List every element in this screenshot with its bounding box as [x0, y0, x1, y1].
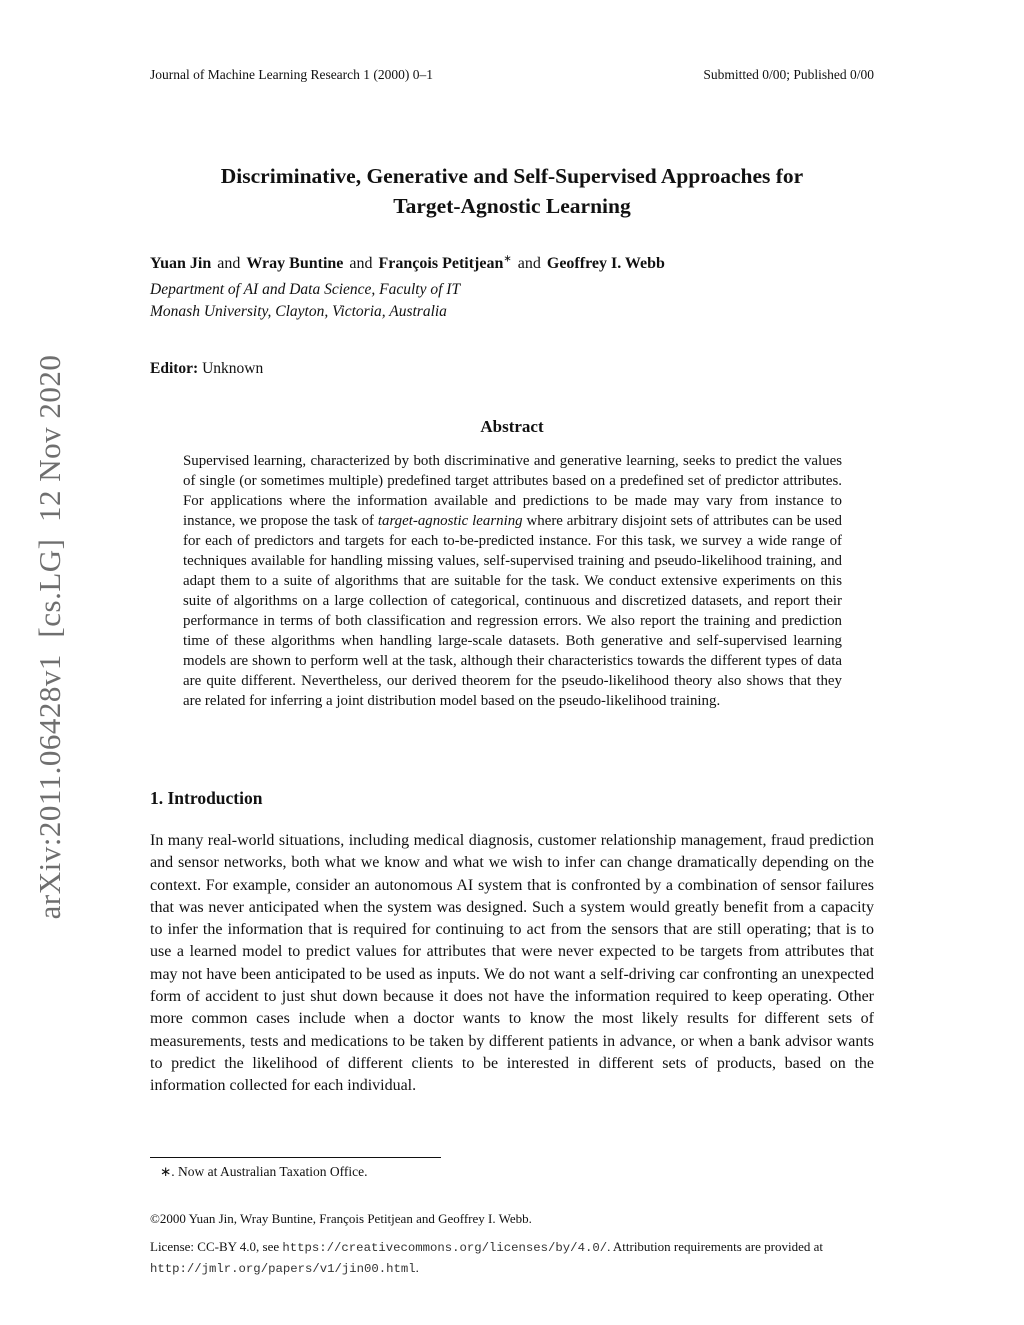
introduction-paragraph: In many real-world situations, including medical diagnosis, customer relationship management, fraud prediction and sensor networks, both what we know and what we wish to infer can change dramatically depending on the context. For example, consider an autonomous AI system that is confronted by a combination of sensor failures that was never anticipated when the system was designed. Such a system would greatly benefit from a capacity to infer the information that is required for continuing to act from the sensors that are still operating; that is to use a learned model to predict values for attributes that were never expected to be targets from attributes that may not have been anticipated to be used as inputs. We do not want a self-driving car confronting an unexpected form of accident to just shut down because it does not have the information required to keep operating. Other more common cases include when a doctor wants to know the most likely results for different sets of measurements, tests and medications to be taken by different patients in advance, or when a bank advisor wants to predict the likelihood of different clients to be interested in different sets of products, based on the information collected for each individual.	[150, 832, 874, 1095]
editor-value: Unknown	[202, 360, 264, 377]
abstract-text-before: Supervised learning, characterized by both discriminative and generative learning, seeks to predict the values of single (or sometimes multiple) predefined target attributes based on a predefined set of predictor attributes. For applications where the information available and predictions to be made may vary from instance to instance, we propose the task of	[183, 453, 842, 529]
editor-label: Editor:	[150, 360, 199, 377]
abstract-text-after: where arbitrary disjoint sets of attributes can be used for each of predictors and targets for each to-be-predicted instance. For this task, we survey a wide range of techniques available for handling missing values, self-supervised training and pseudo-likelihood training, and adapt them to a suite of algorithms that are suitable for the task. We conduct extensive experiments on this suite of algorithms on a large collection of categorical, continuous and discretized datasets, and report their performance in terms of both classification and regression errors. We also report the training and prediction time of these algorithms when handling large-scale datasets. Both generative and self-supervised learning models are shown to perform well at the task, although their characteristics towards the different types of data are quite different. Nevertheless, our derived theorem for the pseudo-likelihood theory also shows that they are related for inferring a joint distribution model based on the pseudo-likelihood training.	[183, 513, 843, 709]
affiliation-line-1: Department of AI and Data Science, Faculty of IT	[150, 281, 461, 298]
copyright-line: ©2000 Yuan Jin, Wray Buntine, François Petitjean and Geoffrey I. Webb.	[150, 1211, 532, 1226]
license-middle: . Attribution requirements are provided at	[607, 1239, 823, 1254]
author-separator: and	[349, 255, 373, 272]
arxiv-watermark: arXiv:2011.06428v1 [cs.LG] 12 Nov 2020	[32, 354, 67, 920]
author-name-4: Geoffrey I. Webb	[546, 255, 665, 272]
author-separator: and	[517, 255, 541, 272]
affiliation-line-2: Monash University, Clayton, Victoria, Australia	[150, 303, 447, 320]
footnote-divider	[150, 1157, 441, 1158]
license-prefix: License: CC-BY 4.0, see	[150, 1239, 283, 1254]
footnote-text: ∗. Now at Australian Taxation Office.	[160, 1164, 368, 1179]
license-line	[150, 1237, 880, 1279]
journal-reference: Journal of Machine Learning Research 1 (2000) 0–1	[150, 67, 434, 82]
abstract-italic-term: target-agnostic learning	[377, 513, 523, 529]
author-footnote-marker: ∗	[503, 253, 512, 265]
paper-title	[150, 161, 874, 221]
paper-title-line2: Target-Agnostic Learning	[393, 194, 631, 218]
license-url[interactable]: https://creativecommons.org/licenses/by/4.0/	[282, 1241, 608, 1255]
abstract-heading: Abstract	[480, 417, 544, 436]
license-suffix: .	[415, 1260, 419, 1275]
submission-status: Submitted 0/00; Published 0/00	[703, 67, 874, 82]
paper-title-line1: Discriminative, Generative and Self-Supervised Approaches for	[220, 164, 804, 188]
abstract-paragraph	[183, 451, 842, 711]
journal-header	[150, 67, 874, 83]
author-separator: and	[217, 255, 241, 272]
author-name-1: Yuan Jin	[150, 255, 212, 272]
editor-line	[150, 360, 874, 378]
author-name-2: Wray Buntine	[246, 255, 344, 272]
author-line	[150, 255, 874, 273]
section-heading-introduction: 1. Introduction	[150, 788, 263, 808]
attribution-url[interactable]: http://jmlr.org/papers/v1/jin00.html	[150, 1262, 416, 1276]
author-name-3: François Petitjean	[378, 255, 504, 272]
